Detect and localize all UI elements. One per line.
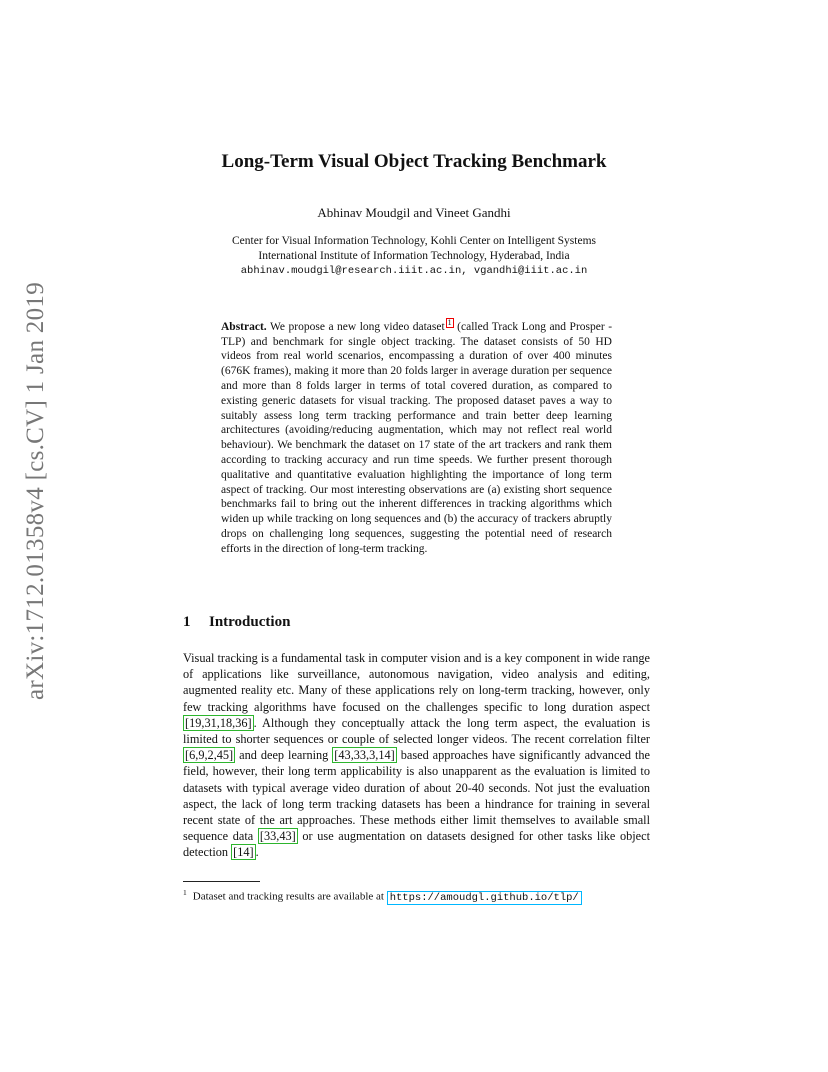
footnote-text: Dataset and tracking results are available at bbox=[192, 890, 384, 903]
introduction-paragraph bbox=[183, 650, 650, 861]
citation-link[interactable]: [33,43] bbox=[259, 829, 296, 844]
footnote-rule bbox=[183, 881, 260, 882]
section-title: Introduction bbox=[209, 614, 291, 630]
intro-text: based approaches have significantly advanced the field, however, their long term applicability is also unapparent as the evaluation is limited to datasets with typical average video duration of about 20-40 seconds. Not just the evaluation aspect, the lack of long term tracking datasets has been a hindrance for training in several recent state of the art approaches. These methods either limit themselves to available small sequence data bbox=[183, 748, 650, 844]
section-heading bbox=[183, 614, 290, 631]
footnote-mark: 1 bbox=[183, 888, 187, 897]
intro-text: or use augmentation on datasets designed for other tasks like object detection bbox=[183, 829, 651, 860]
footnote bbox=[183, 886, 653, 905]
footnote-link[interactable]: 1 bbox=[447, 318, 452, 327]
abstract-text-part2: (called Track Long and Prosper - TLP) and benchmark for single object tracking. The dataset consists of 50 HD videos from real world scenarios, encompassing a duration of over 400 minutes (676K frames), making it more than 20 folds larger in average duration per sequence and more than 8 folds larger in terms of total covered duration, as compared to existing generic datasets for visual tracking. The proposed dataset paves a way to suitably assess long term tracking performance and train better deep learning architectures (avoiding/reducing augmentation, which may not reflect real world behaviour). We benchmark the dataset on 17 state of the art trackers and rank them according to tracking accuracy and run time speeds. We further present thorough qualitative and quantitative evaluation highlighting the importance of long term aspect of tracking. Our most interesting observations are (a) existing short sequence benchmarks fail to bring out the inherent differences in tracking algorithms which widen up while tracking on long sequences and (b) the accuracy of trackers abruptly drops on challenging long sequences, suggesting the potential need of research efforts in the direction of long-term tracking. bbox=[221, 320, 613, 555]
abstract bbox=[221, 318, 612, 557]
citation-link[interactable]: [43,33,3,14] bbox=[334, 748, 395, 763]
abstract-text-part1: We propose a new long video dataset bbox=[269, 320, 445, 333]
author-emails[interactable]: abhinav.moudgil@research.iiit.ac.in, vgandhi@iiit.ac.in bbox=[240, 265, 588, 277]
affiliation bbox=[0, 234, 828, 279]
paper-title: Long-Term Visual Object Tracking Benchmark bbox=[221, 151, 607, 172]
section-number: 1 bbox=[183, 614, 191, 630]
citation-link[interactable]: [19,31,18,36] bbox=[185, 715, 252, 730]
citation-link[interactable]: [6,9,2,45] bbox=[185, 748, 234, 763]
affiliation-line-2: International Institute of Information Technology, Hyderabad, India bbox=[258, 250, 570, 262]
intro-text: Visual tracking is a fundamental task in computer vision and is a key component in wide range of applications like surveillance, autonomous navigation, video analysis and editing, augmented reality etc. Many of these applications rely on long-term tracking, however, only few tracking algorithms have focused on the challenges specific to long duration aspect bbox=[183, 651, 650, 714]
affiliation-line-1: Center for Visual Information Technology, Kohli Center on Intelligent Systems bbox=[232, 235, 596, 247]
arxiv-identifier: arXiv:1712.01358v4 [cs.CV] 1 Jan 2019 bbox=[22, 282, 49, 700]
dataset-url-link[interactable]: https://amoudgl.github.io/tlp/ bbox=[387, 891, 582, 905]
intro-text: . Although they conceptually attack the long term aspect, the evaluation is limited to shorter sequences or couple of selected longer videos. The recent correlation filter bbox=[183, 715, 650, 747]
intro-text: and deep learning bbox=[239, 748, 329, 763]
citation-link[interactable]: [14] bbox=[233, 845, 254, 860]
abstract-label: Abstract. bbox=[221, 320, 267, 333]
intro-text: . bbox=[255, 845, 259, 860]
authors: Abhinav Moudgil and Vineet Gandhi bbox=[317, 205, 511, 220]
